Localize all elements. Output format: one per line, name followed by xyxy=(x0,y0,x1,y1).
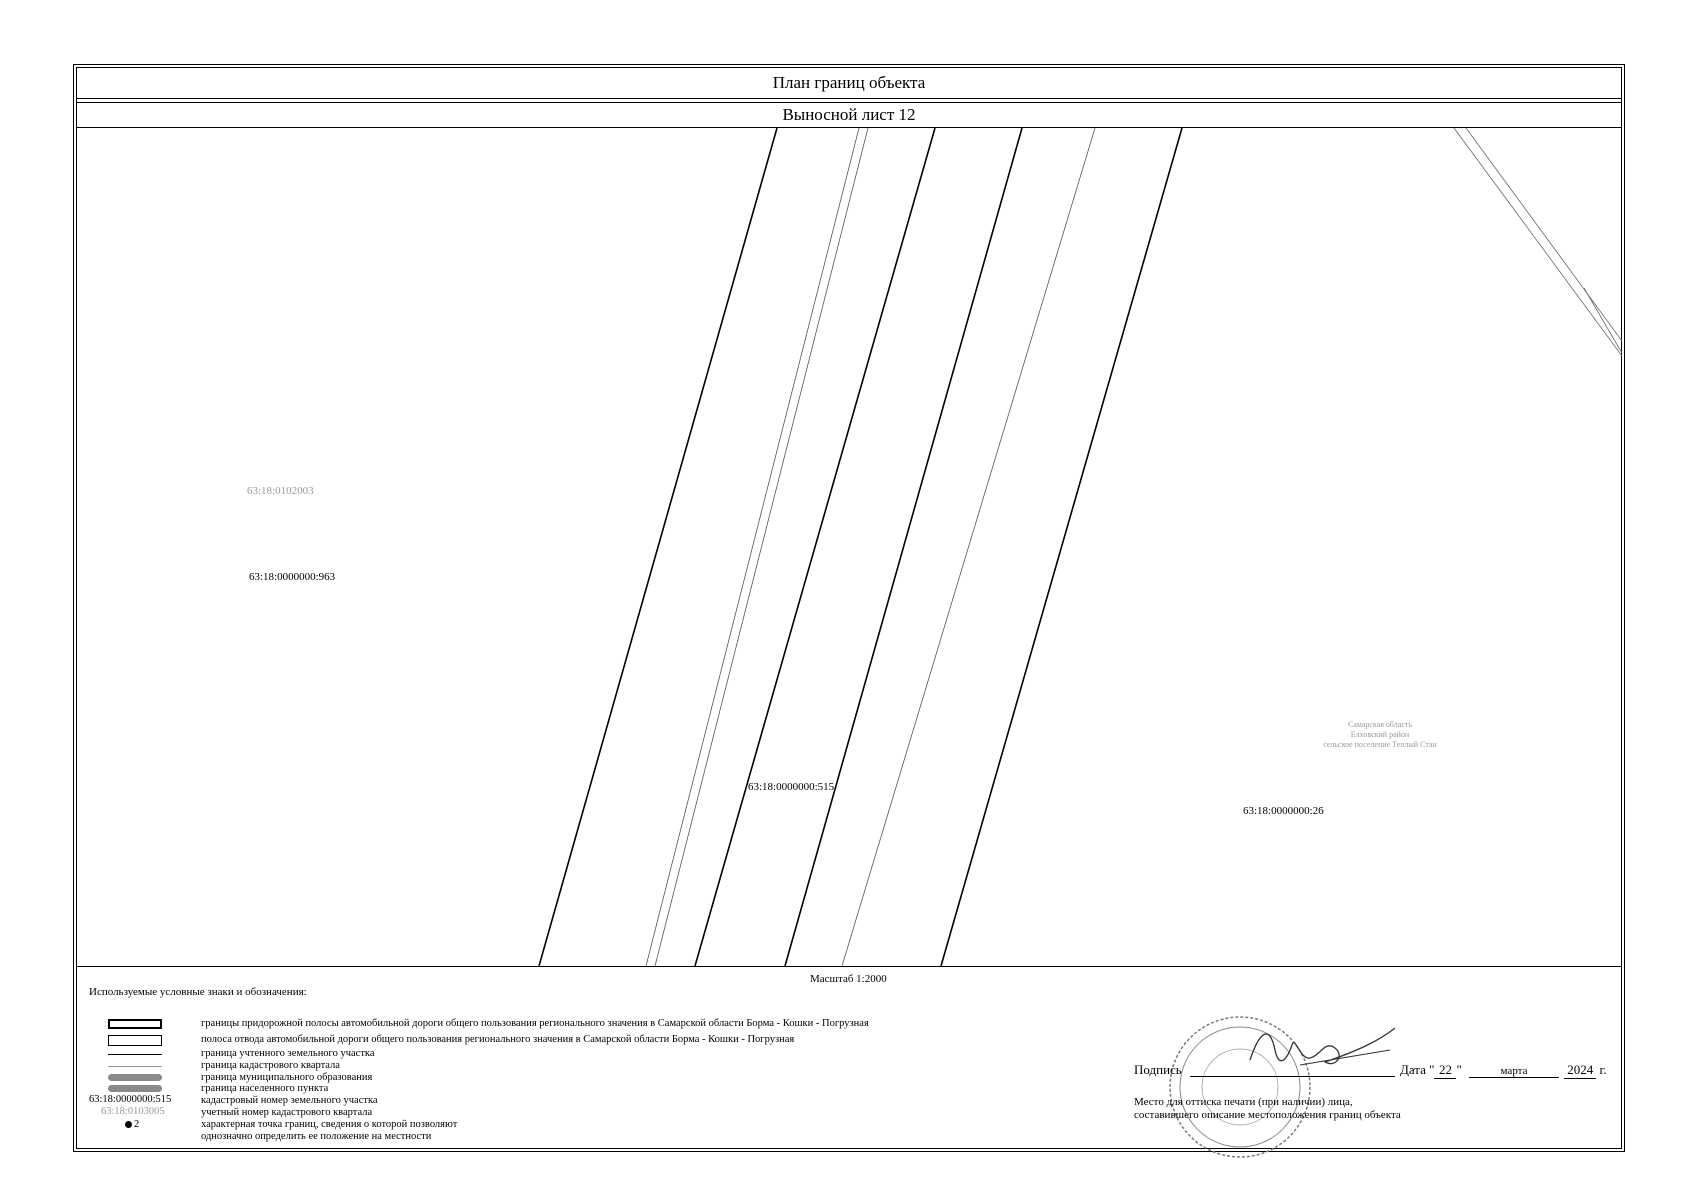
legend-text-2: полоса отвода автомобильной дороги общего пользования регионального значения в Самарской области Борма - Кошки - Погрузная xyxy=(201,1034,795,1045)
legend-title: Используемые условные знаки и обозначения: xyxy=(89,986,307,998)
road-boundary-line-1 xyxy=(539,128,777,966)
signature-line xyxy=(1190,1076,1395,1077)
corner-boundary-line-1 xyxy=(1454,128,1622,356)
region-line-2: Елховский район xyxy=(1350,730,1410,739)
stamp-place-line-1: Место для оттиска печати (при наличии) лица, xyxy=(1134,1096,1353,1108)
map-area xyxy=(76,128,1622,966)
road-boundary-line-2 xyxy=(646,128,859,966)
legend-text-8: учетный номер кадастрового квартала xyxy=(201,1107,373,1118)
legend-symbol-quarter-border xyxy=(108,1066,162,1067)
quarter-label-left: 63:18:0102003 xyxy=(247,485,314,497)
region-line-3: сельское поселение Теплый Стан xyxy=(1323,740,1437,749)
legend-symbol-settlement-border xyxy=(108,1085,162,1092)
region-label xyxy=(1300,720,1460,750)
point-dot-icon xyxy=(125,1121,132,1128)
legend-symbol-point xyxy=(125,1119,139,1130)
corner-boundary-line-2 xyxy=(1466,128,1622,341)
road-boundary-line-5 xyxy=(785,128,1022,966)
legend-symbol-road-allotment xyxy=(108,1035,162,1046)
road-boundary-line-3 xyxy=(655,128,868,966)
road-boundary-line-4 xyxy=(695,128,935,966)
legend-symbol-roadside-strip xyxy=(108,1019,162,1029)
legend-point-number: 2 xyxy=(134,1119,140,1130)
sheet-title xyxy=(76,102,1622,128)
legend-text-1: границы придорожной полосы автомобильной дороги общего пользования регионального значения в Самарской области Борма - Кошки - Погрузная xyxy=(201,1018,869,1029)
road-boundary-line-7 xyxy=(941,128,1182,966)
page-title xyxy=(76,67,1622,99)
legend-symbol-parcel-border xyxy=(108,1054,162,1055)
date-label xyxy=(1400,1062,1607,1079)
stamp-place-line-2: составившего описание местоположения границ объекта xyxy=(1134,1109,1401,1121)
scale-label: Масштаб 1:2000 xyxy=(810,973,887,985)
legend-text-5: граница муниципального образования xyxy=(201,1072,373,1083)
road-boundary-line-6 xyxy=(842,128,1095,966)
sheet-title-text: Выносной лист 12 xyxy=(782,105,916,124)
date-label-text: Дата " xyxy=(1400,1062,1435,1077)
legend-text-6: граница населенного пункта xyxy=(201,1083,329,1094)
parcel-label-middle: 63:18:0000000:515 xyxy=(748,781,835,793)
legend-text-3: граница учтенного земельного участка xyxy=(201,1048,375,1059)
map-bottom-border xyxy=(76,966,1622,967)
date-year: 2024 xyxy=(1564,1062,1596,1079)
date-quote-close: " xyxy=(1456,1062,1462,1077)
legend-text-9b: однозначно определить ее положение на местности xyxy=(201,1131,432,1142)
map-drawing xyxy=(76,128,1622,966)
legend-text-7: кадастровый номер земельного участка xyxy=(201,1095,378,1106)
parcel-label-right: 63:18:0000000:26 xyxy=(1243,805,1324,817)
legend-symbol-quarter-number: 63:18:0103005 xyxy=(101,1106,165,1117)
date-month: марта xyxy=(1469,1065,1559,1078)
corner-boundary-line-3 xyxy=(1584,288,1622,353)
legend-symbol-municipal-border xyxy=(108,1074,162,1081)
parcel-label-left: 63:18:0000000:963 xyxy=(249,571,336,583)
handwritten-signature xyxy=(1240,1020,1400,1080)
legend-text-4: граница кадастрового квартала xyxy=(201,1060,340,1071)
date-year-suffix: г. xyxy=(1599,1062,1607,1077)
legend-text-9: характерная точка границ, сведения о которой позволяют xyxy=(201,1119,458,1130)
signature-label: Подпись xyxy=(1134,1062,1182,1077)
date-day: 22 xyxy=(1434,1062,1456,1079)
legend-symbol-parcel-number: 63:18:0000000:515 xyxy=(89,1094,172,1105)
region-line-1: Самарская область xyxy=(1347,720,1413,729)
page-title-text: План границ объекта xyxy=(772,72,926,92)
